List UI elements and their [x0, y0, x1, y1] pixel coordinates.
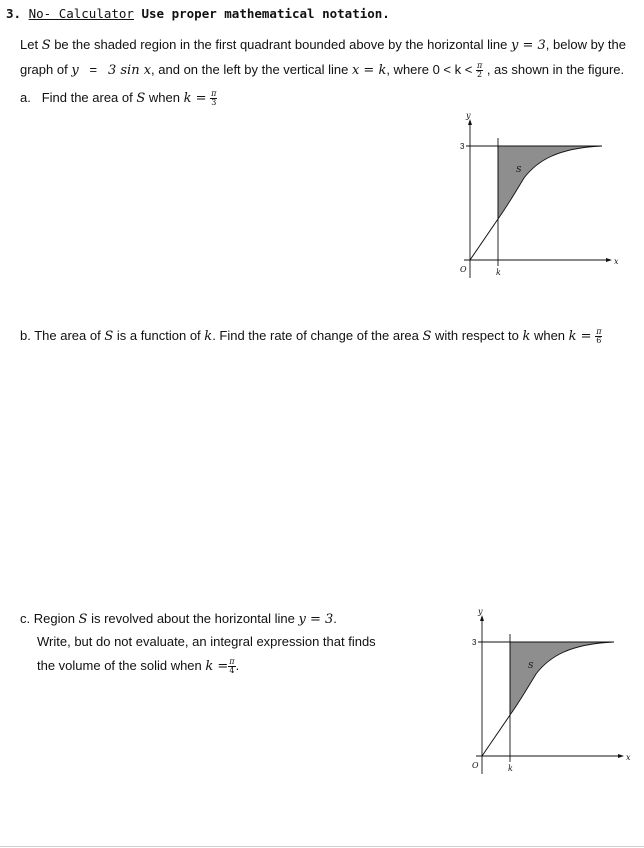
origin-label: O — [472, 761, 479, 770]
intro-line-1 — [20, 37, 626, 53]
part-c-text: the volume of the solid when — [37, 658, 206, 673]
equation-y-3: y = 3 — [510, 38, 546, 53]
origin-label: O — [460, 265, 467, 274]
fraction-pi-over-3: $\frac{\pi}{3}$ — [211, 89, 217, 108]
y-axis-label: y — [466, 111, 471, 120]
shaded-region — [510, 642, 614, 715]
page-bottom-rule — [0, 846, 644, 847]
x-axis-label: x — [614, 257, 619, 266]
sine-curve — [470, 219, 498, 260]
region-s-label: S — [528, 661, 534, 670]
equation-y-3: y = 3 — [298, 612, 334, 627]
fraction-pi-over-6: $\frac{\pi}{6}$ — [596, 327, 602, 346]
header-instruction: Use proper mathematical notation. — [141, 6, 390, 21]
shaded-region — [498, 146, 602, 219]
region-s-label: S — [516, 165, 522, 174]
variable-y: y — [71, 63, 79, 78]
inequality-text: , where 0 < k < — [386, 62, 476, 77]
region-symbol: S — [422, 329, 432, 344]
k-label: k — [508, 764, 513, 773]
equation-k: k = — [183, 91, 207, 106]
figure-1 — [440, 108, 620, 286]
fraction-pi-over-2: $\frac{\pi}{2}$ — [476, 61, 483, 80]
intro-text: , as shown in the figure. — [483, 62, 625, 77]
part-b-text: is a function of — [113, 328, 205, 343]
x-axis-arrow — [618, 754, 624, 758]
intro-text: Let — [20, 37, 42, 52]
part-b-text: when — [530, 328, 569, 343]
equation-k: k = — [568, 329, 592, 344]
figure-2 — [452, 604, 632, 782]
part-c-line-1: c. Region S is revolved about the horizontal line y = 3. — [20, 611, 337, 627]
part-a-text: Find the area of — [41, 90, 137, 105]
part-b-text: . Find the rate of change of the area — [212, 328, 423, 343]
intro-text: be the shaded region in the first quadrant bounded above by the horizontal line — [50, 37, 511, 52]
intro-line-2 — [20, 62, 624, 79]
x-axis-arrow — [606, 258, 612, 262]
intro-text: , and on the left by the vertical line — [151, 62, 352, 77]
tick-label-3: 3 — [460, 142, 465, 151]
region-symbol: S — [78, 612, 88, 627]
region-symbol: S — [136, 91, 146, 106]
x-axis-label: x — [626, 753, 631, 762]
fraction-pi-over-4: $\frac{\pi}{4}$ — [229, 657, 235, 676]
problem-header — [6, 6, 390, 21]
intro-text: graph of — [20, 62, 72, 77]
sine-curve — [482, 715, 510, 756]
tick-label-3: 3 — [472, 638, 477, 647]
part-c-line-3: the volume of the solid when k = $\frac{\pi}{4}$ . — [37, 657, 240, 676]
part-a-text: when — [145, 90, 184, 105]
problem-number: 3. — [6, 6, 22, 21]
region-symbol: S — [104, 329, 114, 344]
equals-sign: = — [89, 62, 98, 77]
part-c-line-2: Write, but do not evaluate, an integral expression that finds — [37, 634, 376, 649]
header-no-calculator: No- Calculator — [28, 6, 134, 21]
part-c-text: c. Region — [20, 611, 79, 626]
y-axis-label: y — [478, 607, 483, 616]
intro-text: , below by the — [545, 37, 626, 52]
region-symbol: S — [41, 38, 51, 53]
part-a — [20, 90, 217, 107]
variable-k: k — [204, 329, 213, 344]
equation-3sinx: 3 sin x — [107, 63, 152, 78]
k-label: k — [496, 268, 501, 277]
equation-k: k = — [205, 659, 229, 674]
part-c-text: is revolved about the horizontal line — [87, 611, 299, 626]
equation-x-k: x = k — [351, 63, 387, 78]
variable-k: k — [522, 329, 531, 344]
part-b-text: with respect to — [431, 328, 523, 343]
part-a-label: a. — [20, 90, 31, 105]
part-b — [20, 328, 602, 345]
part-b-text: b. The area of — [20, 328, 105, 343]
